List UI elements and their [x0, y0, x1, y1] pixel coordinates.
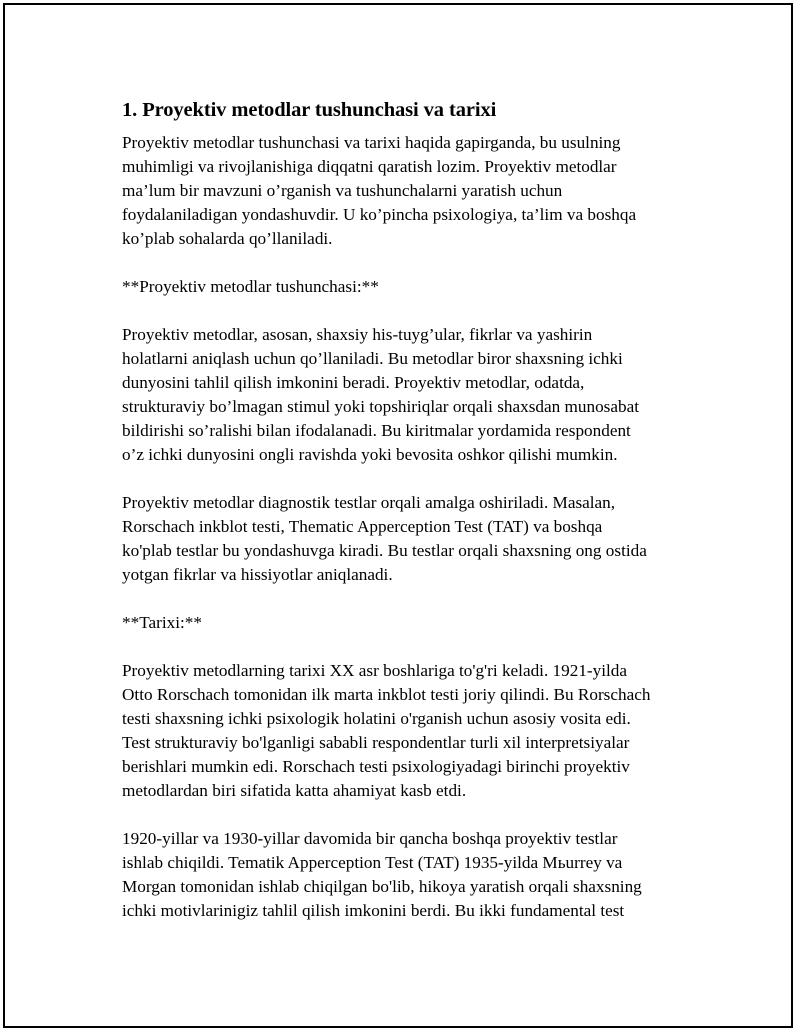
page-frame — [3, 3, 793, 1028]
paragraph-history: Proyektiv metodlarning tarixi XX asr boshlariga to'g'ri keladi. 1921-yilda Otto Rorschach tomonidan ilk marta inkblot testi joriy qilindi. Bu Rorschach testi shaxsning ichki psixologik holatini o'rganish uchun asosiy vosita edi. Test strukturaviy bo'lganligi sababli respondentlar turli xil interpretsiyalar berishlari mumkin edi. Rorschach testi psixologiyadagi birinchi proyektiv metodlardan biri sifatida katta ahamiyat kasb etdi. — [122, 661, 651, 800]
subheading-history: **Tarixi:** — [122, 613, 202, 632]
paragraph-intro: Proyektiv metodlar tushunchasi va tarixi haqida gapirganda, bu usulning muhimligi va rivojlanishiga diqqatni qaratish lozim. Proyektiv metodlar ma’lum bir mavzuni o’rganish va tushunchalarni yaratish uchun foydalaniladigan yondashuvdir. U ko’pincha psixologiya, ta’lim va boshqa ko’plab sohalarda qo’llaniladi. — [122, 133, 637, 248]
document-body — [122, 95, 712, 947]
paragraph-diagnostic-tests: Proyektiv metodlar diagnostik testlar orqali amalga oshiriladi. Masalan, Rorschach inkblot testi, Thematic Apperception Test (TAT) va boshqa ko'plab testlar bu yondashuvga kiradi. Bu testlar orqali shaxsning ong ostida yotgan fikrlar va hissiyotlar aniqlanadi. — [122, 493, 647, 584]
section-heading: 1. Proyektiv metodlar tushunchasi va tarixi — [122, 99, 497, 121]
subheading-concept: **Proyektiv metodlar tushunchasi:** — [122, 277, 379, 296]
paragraph-1920s: 1920-yillar va 1930-yillar davomida bir qancha boshqa proyektiv testlar ishlab chiqildi. Tematik Apperception Test (TAT) 1935-yilda Mьurrey va Morgan tomonidan ishlab chiqilgan bo'lib, hikoya yaratish orqali shaxsning ichki motivlarinigiz tahlil qilish imkonini berdi. Bu ikki fundamental test — [122, 829, 642, 920]
paragraph-concept: Proyektiv metodlar, asosan, shaxsiy his-tuyg’ular, fikrlar va yashirin holatlarni aniqlash uchun qo’llaniladi. Bu metodlar biror shaxsning ichki dunyosini tahlil qilish imkonini beradi. Proyektiv metodlar, odatda, strukturaviy bo’lmagan stimul yoki topshiriqlar orqali shaxsdan munosabat bildirishi so’ralishi bilan ifodalanadi. Bu kiritmalar yordamida respondent o’z ichki dunyosini ongli ravishda yoki bevosita oshkor qilishi mumkin. — [122, 325, 639, 464]
